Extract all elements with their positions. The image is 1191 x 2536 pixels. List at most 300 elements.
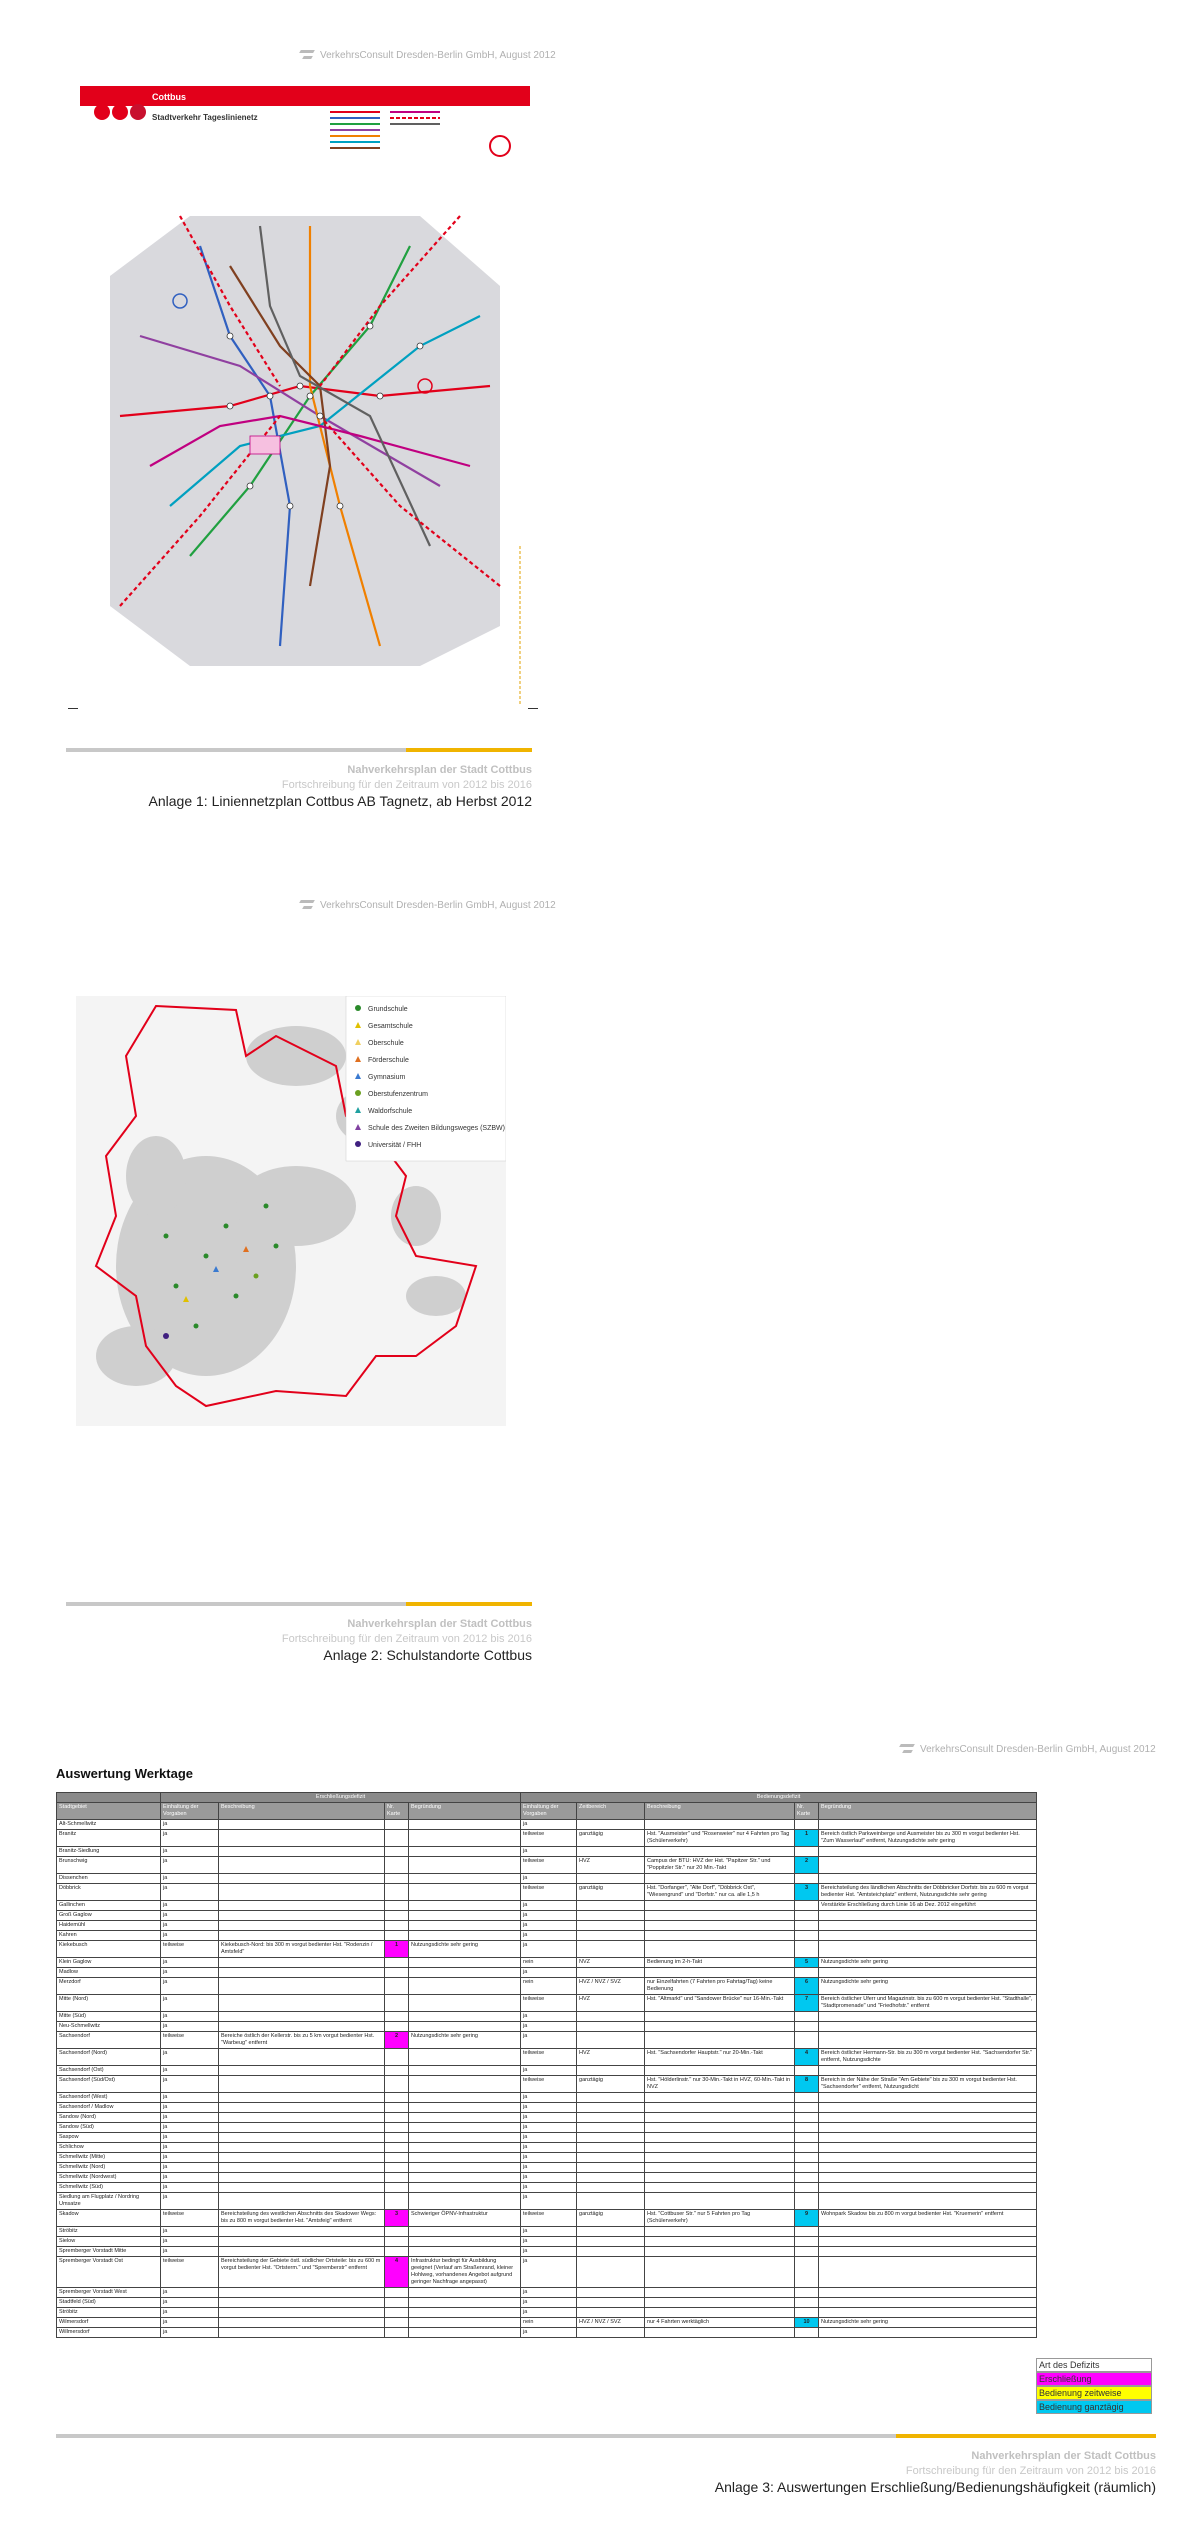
cell-gebiet: Mitte (Süd) — [57, 2012, 161, 2022]
table-row — [57, 2328, 1037, 2338]
page-caption: Anlage 3: Auswertungen Erschließung/Bedienungshäufigkeit (räumlich) — [714, 2479, 1156, 2495]
cell-erschliessung-einhaltung: teilweise — [161, 2032, 219, 2049]
cell-bedienung-einhaltung: teilweise — [521, 2049, 577, 2066]
cell-erschliessung-begruendung — [409, 1931, 521, 1941]
cell-bedienung-nr — [795, 2133, 819, 2143]
cell-erschliessung-beschreibung — [219, 2237, 385, 2247]
legend-marker-icon — [355, 1005, 361, 1011]
cell-erschliessung-beschreibung — [219, 2103, 385, 2113]
col-header-zeitbereich: Zeitbereich — [577, 1803, 645, 1820]
cell-erschliessung-beschreibung — [219, 1901, 385, 1911]
cell-erschliessung-nr — [385, 2022, 409, 2032]
table-row — [57, 1958, 1037, 1968]
cell-bedienung-begruendung — [819, 2183, 1037, 2193]
cell-bedienung-einhaltung: teilweise — [521, 2076, 577, 2093]
cell-bedienung-nr — [795, 2237, 819, 2247]
cell-bedienung-beschreibung — [645, 2133, 795, 2143]
cell-bedienung-begruendung — [819, 1968, 1037, 1978]
cell-erschliessung-nr — [385, 2308, 409, 2318]
cell-bedienung-nr — [795, 2032, 819, 2049]
table-row — [57, 1941, 1037, 1958]
cell-gebiet: Brunschwig — [57, 1857, 161, 1874]
cell-erschliessung-nr — [385, 2288, 409, 2298]
cell-bedienung-beschreibung — [645, 1968, 795, 1978]
cell-gebiet: Spremberger Vorstadt Mitte — [57, 2247, 161, 2257]
cell-bedienung-nr: 5 — [795, 1958, 819, 1968]
cell-erschliessung-nr — [385, 1884, 409, 1901]
cell-bedienung-begruendung — [819, 2193, 1037, 2210]
deficit-legend-item: Erschließung — [1036, 2372, 1152, 2386]
logo-circle-icon — [94, 104, 110, 120]
cell-bedienung-begruendung — [819, 2247, 1037, 2257]
cell-erschliessung-einhaltung: ja — [161, 1901, 219, 1911]
cell-gebiet: Spremberger Vorstadt Ost — [57, 2257, 161, 2288]
cell-erschliessung-begruendung — [409, 1830, 521, 1847]
cell-bedienung-zeitbereich — [577, 2257, 645, 2288]
table-row — [57, 2163, 1037, 2173]
legend-label: Grundschule — [368, 1006, 408, 1013]
cell-erschliessung-einhaltung: ja — [161, 2328, 219, 2338]
cell-bedienung-beschreibung: Hst. "Sachsendorfer Hauptstr." nur 20-Min.-Takt — [645, 2049, 795, 2066]
cell-erschliessung-nr — [385, 1911, 409, 1921]
col-header-beschreibung: Beschreibung — [645, 1803, 795, 1820]
cell-bedienung-einhaltung: ja — [521, 1847, 577, 1857]
cell-erschliessung-beschreibung — [219, 1958, 385, 1968]
cell-erschliessung-beschreibung — [219, 2298, 385, 2308]
cell-bedienung-beschreibung — [645, 2328, 795, 2338]
cell-bedienung-begruendung — [819, 2012, 1037, 2022]
cell-erschliessung-beschreibung — [219, 2153, 385, 2163]
col-header-gebiet: Stadtgebiet — [57, 1803, 161, 1820]
cell-bedienung-zeitbereich — [577, 2288, 645, 2298]
cell-bedienung-zeitbereich — [577, 2247, 645, 2257]
company-logo-icon — [900, 1742, 914, 1756]
cell-erschliessung-nr — [385, 1958, 409, 1968]
cell-erschliessung-nr — [385, 1820, 409, 1830]
cell-bedienung-begruendung: Bereich östlicher Uferr und Magazinstr. bis zu 600 m vorgut bedienter Hst. "Stadthalle", "Stadtpromenade" und "Friedhofstr." entfernt — [819, 1995, 1037, 2012]
cell-gebiet: Ströbitz — [57, 2227, 161, 2237]
cell-bedienung-nr — [795, 2093, 819, 2103]
cell-bedienung-begruendung — [819, 2123, 1037, 2133]
cell-bedienung-begruendung: Wohnpark Skadow bis zu 800 m vorgut bedienter Hst. "Kruemerin" entfernt — [819, 2210, 1037, 2227]
page-header — [300, 48, 556, 62]
cell-bedienung-nr — [795, 2288, 819, 2298]
group-header-empty — [57, 1793, 161, 1803]
cell-erschliessung-begruendung — [409, 2143, 521, 2153]
cell-erschliessung-nr — [385, 2318, 409, 2328]
cell-erschliessung-beschreibung — [219, 2318, 385, 2328]
cell-bedienung-beschreibung — [645, 1874, 795, 1884]
logo-circle-icon — [130, 104, 146, 120]
evaluation-table-body — [57, 1820, 1037, 2338]
cell-bedienung-nr — [795, 2143, 819, 2153]
cell-erschliessung-begruendung — [409, 1958, 521, 1968]
cell-erschliessung-einhaltung: ja — [161, 2247, 219, 2257]
col-header-einhaltung: Einhaltung der Vorgaben — [521, 1803, 577, 1820]
col-header-begruendung: Begründung — [409, 1803, 521, 1820]
cell-bedienung-begruendung — [819, 2328, 1037, 2338]
cell-erschliessung-einhaltung: ja — [161, 1958, 219, 1968]
cell-erschliessung-nr — [385, 2113, 409, 2123]
cell-erschliessung-beschreibung — [219, 2288, 385, 2298]
cell-erschliessung-nr — [385, 1901, 409, 1911]
table-row — [57, 1901, 1037, 1911]
cell-bedienung-zeitbereich: HVZ — [577, 1995, 645, 2012]
cell-bedienung-nr: 7 — [795, 1995, 819, 2012]
cell-gebiet: Ströbitz — [57, 2308, 161, 2318]
cell-bedienung-beschreibung — [645, 2143, 795, 2153]
cell-erschliessung-nr: 3 — [385, 2210, 409, 2227]
cell-erschliessung-nr — [385, 1978, 409, 1995]
cell-erschliessung-nr — [385, 1931, 409, 1941]
cell-erschliessung-beschreibung — [219, 2076, 385, 2093]
cell-bedienung-zeitbereich — [577, 2012, 645, 2022]
cell-erschliessung-nr — [385, 2066, 409, 2076]
cell-bedienung-einhaltung: ja — [521, 2103, 577, 2113]
cell-gebiet: Dissenchen — [57, 1874, 161, 1884]
cell-bedienung-nr — [795, 1968, 819, 1978]
cell-erschliessung-beschreibung — [219, 2247, 385, 2257]
cell-bedienung-einhaltung: nein — [521, 1978, 577, 1995]
cell-gebiet: Sachsendorf (Nord) — [57, 2049, 161, 2066]
cell-gebiet: Sachsendorf / Madlow — [57, 2103, 161, 2113]
table-row — [57, 2022, 1037, 2032]
cell-bedienung-beschreibung — [645, 2012, 795, 2022]
cell-bedienung-zeitbereich — [577, 1874, 645, 1884]
cell-bedienung-zeitbereich — [577, 2308, 645, 2318]
cell-bedienung-begruendung — [819, 1820, 1037, 1830]
cell-erschliessung-einhaltung: ja — [161, 1820, 219, 1830]
cell-erschliessung-beschreibung: Bereichsteilung der Gebiete östl. südlicher Ortsteile: bis zu 600 m vorgut bedienter Hst. "Ortsterm." und "Spremberstr" entfernt — [219, 2257, 385, 2288]
table-row — [57, 2183, 1037, 2193]
cell-bedienung-nr — [795, 2193, 819, 2210]
cell-bedienung-einhaltung: nein — [521, 2318, 577, 2328]
deficit-legend-item: Art des Defizits — [1036, 2358, 1152, 2372]
cell-erschliessung-nr — [385, 2298, 409, 2308]
cell-erschliessung-einhaltung: ja — [161, 1968, 219, 1978]
cell-gebiet: Merzdorf — [57, 1978, 161, 1995]
cell-erschliessung-nr — [385, 1874, 409, 1884]
cell-bedienung-einhaltung: ja — [521, 2153, 577, 2163]
cell-erschliessung-einhaltung: ja — [161, 2103, 219, 2113]
cell-bedienung-nr: 1 — [795, 1830, 819, 1847]
cell-erschliessung-beschreibung: Bereichsteilung des westlichen Abschnitts des Skadower Wegs: bis zu 800 m vorgut bedienter Hst. "Amtsfeig" entfernt — [219, 2210, 385, 2227]
cell-erschliessung-nr — [385, 1968, 409, 1978]
cell-gebiet: Sielow — [57, 2237, 161, 2247]
cell-bedienung-einhaltung: ja — [521, 2012, 577, 2022]
table-row — [57, 2143, 1037, 2153]
cell-gebiet: Schlichow — [57, 2143, 161, 2153]
cell-bedienung-beschreibung — [645, 2237, 795, 2247]
cell-erschliessung-begruendung — [409, 2298, 521, 2308]
cell-erschliessung-beschreibung — [219, 2183, 385, 2193]
cell-erschliessung-nr: 4 — [385, 2257, 409, 2288]
legend-label: Universität / FHH — [368, 1142, 422, 1149]
cell-erschliessung-beschreibung — [219, 2143, 385, 2153]
cell-bedienung-beschreibung — [645, 1911, 795, 1921]
table-row — [57, 2257, 1037, 2288]
cell-erschliessung-nr — [385, 1921, 409, 1931]
cell-erschliessung-einhaltung: ja — [161, 2133, 219, 2143]
cell-bedienung-begruendung — [819, 2298, 1037, 2308]
cell-gebiet: Klein Gaglow — [57, 1958, 161, 1968]
footer-rule — [56, 2434, 1156, 2438]
col-header-einhaltung: Einhaltung der Vorgaben — [161, 1803, 219, 1820]
cell-gebiet: Kiekebusch — [57, 1941, 161, 1958]
cell-bedienung-beschreibung — [645, 2247, 795, 2257]
table-row — [57, 2288, 1037, 2298]
cell-bedienung-beschreibung — [645, 1901, 795, 1911]
table-row — [57, 2298, 1037, 2308]
cell-bedienung-begruendung: Bereich in der Nähe der Straße "Am Gebiete" bis zu 300 m vorgut bedienter Hst. "Sachsendorfer" entfernt, Nutzungsdicht — [819, 2076, 1037, 2093]
cell-bedienung-zeitbereich: ganztägig — [577, 2076, 645, 2093]
cell-bedienung-einhaltung: ja — [521, 1901, 577, 1911]
cell-erschliessung-nr — [385, 1830, 409, 1847]
cell-bedienung-einhaltung: ja — [521, 2032, 577, 2049]
legend-label: Waldorfschule — [368, 1108, 413, 1115]
cell-erschliessung-begruendung — [409, 1978, 521, 1995]
cell-bedienung-beschreibung: Hst. "Ausmeister" und "Rosenweier" nur 4 Fahrten pro Tag (Schülerverkehr) — [645, 1830, 795, 1847]
cell-erschliessung-begruendung — [409, 2308, 521, 2318]
cell-bedienung-einhaltung: ja — [521, 2227, 577, 2237]
footer-rule — [66, 1602, 532, 1606]
table-row — [57, 2247, 1037, 2257]
cell-bedienung-zeitbereich — [577, 2163, 645, 2173]
table-row — [57, 1874, 1037, 1884]
cell-erschliessung-einhaltung: ja — [161, 1995, 219, 2012]
cell-erschliessung-begruendung — [409, 2318, 521, 2328]
cell-gebiet: Alt-Schmellwitz — [57, 1820, 161, 1830]
cell-erschliessung-nr: 1 — [385, 1941, 409, 1958]
cell-bedienung-einhaltung: teilweise — [521, 1830, 577, 1847]
table-row — [57, 1857, 1037, 1874]
table-row — [57, 2308, 1037, 2318]
cell-erschliessung-einhaltung: ja — [161, 2093, 219, 2103]
map-subtitle: Stadtverkehr Tageslinienetz — [152, 113, 258, 122]
cell-bedienung-begruendung — [819, 1911, 1037, 1921]
cell-bedienung-nr — [795, 1911, 819, 1921]
cell-gebiet: Schmellwitz (Mitte) — [57, 2153, 161, 2163]
cell-bedienung-nr: 9 — [795, 2210, 819, 2227]
cell-bedienung-zeitbereich — [577, 2123, 645, 2133]
cell-gebiet: Branitz-Siedlung — [57, 1847, 161, 1857]
deficit-legend-item: Bedienung zeitweise — [1036, 2386, 1152, 2400]
cell-erschliessung-beschreibung — [219, 2012, 385, 2022]
cell-bedienung-nr — [795, 1820, 819, 1830]
cell-gebiet: Willmersdorf — [57, 2328, 161, 2338]
cell-bedienung-beschreibung: Hst. "Altmarkt" und "Sandower Brücke" nur 16-Min.-Takt — [645, 1995, 795, 2012]
cell-erschliessung-beschreibung — [219, 1830, 385, 1847]
cell-erschliessung-nr — [385, 2076, 409, 2093]
cell-erschliessung-beschreibung — [219, 2227, 385, 2237]
cell-bedienung-nr — [795, 2183, 819, 2193]
cell-bedienung-beschreibung: nur 4 Fahrten werktäglich — [645, 2318, 795, 2328]
cell-bedienung-nr — [795, 2103, 819, 2113]
page-header — [900, 1742, 1156, 1756]
cell-bedienung-zeitbereich: ganztägig — [577, 1830, 645, 1847]
cell-gebiet: Branitz — [57, 1830, 161, 1847]
cell-bedienung-einhaltung: ja — [521, 2173, 577, 2183]
cell-bedienung-zeitbereich — [577, 2153, 645, 2163]
cell-erschliessung-begruendung — [409, 2183, 521, 2193]
cell-erschliessung-beschreibung: Bereiche östlich der Kellerstr. bis zu 5 km vorgut bedienter Hst. "Warbeug" entfernt — [219, 2032, 385, 2049]
table-row — [57, 2066, 1037, 2076]
cell-bedienung-zeitbereich: HVZ — [577, 2049, 645, 2066]
cell-bedienung-zeitbereich — [577, 2193, 645, 2210]
cell-erschliessung-beschreibung — [219, 2049, 385, 2066]
cell-bedienung-nr — [795, 1941, 819, 1958]
cell-bedienung-beschreibung — [645, 2032, 795, 2049]
footer-line-2: Fortschreibung für den Zeitraum von 2012 bis 2016 — [281, 779, 532, 791]
cell-bedienung-begruendung — [819, 2143, 1037, 2153]
cell-erschliessung-beschreibung — [219, 2113, 385, 2123]
cell-bedienung-begruendung — [819, 2103, 1037, 2113]
cell-bedienung-begruendung — [819, 2163, 1037, 2173]
cell-erschliessung-einhaltung: ja — [161, 1847, 219, 1857]
cell-erschliessung-einhaltung: teilweise — [161, 1941, 219, 1958]
cell-erschliessung-nr — [385, 2163, 409, 2173]
cell-erschliessung-einhaltung: ja — [161, 1978, 219, 1995]
cell-erschliessung-einhaltung: ja — [161, 2163, 219, 2173]
cell-bedienung-beschreibung: Bedienung im 2-h-Takt — [645, 1958, 795, 1968]
cell-bedienung-einhaltung: ja — [521, 1874, 577, 1884]
cell-erschliessung-begruendung — [409, 1968, 521, 1978]
cell-bedienung-begruendung: Bereich östlicher Hermann-Str. bis zu 300 m vorgut bedienter Hst. "Sachsendorfer Str." entfernt, Nutzungsdichte — [819, 2049, 1037, 2066]
cell-erschliessung-beschreibung — [219, 1968, 385, 1978]
cell-erschliessung-beschreibung — [219, 1874, 385, 1884]
cell-bedienung-einhaltung: ja — [521, 2066, 577, 2076]
cell-erschliessung-begruendung — [409, 1884, 521, 1901]
cell-bedienung-nr — [795, 2308, 819, 2318]
cell-bedienung-zeitbereich — [577, 1931, 645, 1941]
cell-bedienung-nr: 2 — [795, 1857, 819, 1874]
table-row — [57, 1978, 1037, 1995]
cell-bedienung-zeitbereich — [577, 2022, 645, 2032]
cell-erschliessung-nr — [385, 2133, 409, 2143]
cell-bedienung-nr — [795, 2012, 819, 2022]
cell-gebiet: Skadow — [57, 2210, 161, 2227]
cell-erschliessung-nr — [385, 2143, 409, 2153]
cell-gebiet: Schmellwitz (Süd) — [57, 2183, 161, 2193]
table-row — [57, 2237, 1037, 2247]
cell-bedienung-einhaltung: ja — [521, 2257, 577, 2288]
cell-erschliessung-begruendung — [409, 2133, 521, 2143]
cell-erschliessung-beschreibung — [219, 1921, 385, 1931]
cell-bedienung-begruendung: Nutzungsdichte sehr gering — [819, 2318, 1037, 2328]
cell-erschliessung-nr — [385, 2012, 409, 2022]
cell-erschliessung-einhaltung: teilweise — [161, 2210, 219, 2227]
cell-bedienung-nr — [795, 1931, 819, 1941]
cell-erschliessung-begruendung: Infrastruktur bedingt für Ausbildung geeignet (Verlauf am Straßenrand, kleiner Hohlweg, vorhandenes Angebot aufgrund geringer Nachfrage angepasst) — [409, 2257, 521, 2288]
cell-bedienung-zeitbereich — [577, 2133, 645, 2143]
cell-bedienung-beschreibung — [645, 1820, 795, 1830]
cell-gebiet: Gallinchen — [57, 1901, 161, 1911]
cell-bedienung-begruendung — [819, 2093, 1037, 2103]
legend-marker-icon — [355, 1090, 361, 1096]
cell-erschliessung-begruendung — [409, 2076, 521, 2093]
page-header — [300, 898, 556, 912]
table-row — [57, 1931, 1037, 1941]
cell-erschliessung-beschreibung — [219, 1857, 385, 1874]
cell-bedienung-nr — [795, 2123, 819, 2133]
cell-bedienung-einhaltung: ja — [521, 2308, 577, 2318]
cell-gebiet: Mitte (Nord) — [57, 1995, 161, 2012]
cell-bedienung-zeitbereich — [577, 2298, 645, 2308]
cell-erschliessung-nr — [385, 2123, 409, 2133]
cell-erschliessung-begruendung — [409, 2247, 521, 2257]
cell-bedienung-nr — [795, 1874, 819, 1884]
cell-erschliessung-beschreibung — [219, 2066, 385, 2076]
cell-bedienung-nr: 4 — [795, 2049, 819, 2066]
cell-erschliessung-beschreibung — [219, 2093, 385, 2103]
cell-erschliessung-begruendung — [409, 2012, 521, 2022]
cell-erschliessung-nr — [385, 2227, 409, 2237]
cell-gebiet: Sachsendorf — [57, 2032, 161, 2049]
cell-bedienung-einhaltung: ja — [521, 2183, 577, 2193]
cell-bedienung-beschreibung — [645, 2163, 795, 2173]
page-anlage-2 — [0, 880, 1191, 1700]
cell-gebiet: Döbbrick — [57, 1884, 161, 1901]
cell-bedienung-einhaltung: ja — [521, 2288, 577, 2298]
cell-erschliessung-begruendung — [409, 1995, 521, 2012]
cell-erschliessung-begruendung — [409, 2237, 521, 2247]
cell-bedienung-zeitbereich — [577, 2237, 645, 2247]
map-title-bar — [80, 86, 530, 106]
cell-erschliessung-einhaltung: ja — [161, 1921, 219, 1931]
cell-erschliessung-beschreibung — [219, 1847, 385, 1857]
cell-erschliessung-einhaltung: ja — [161, 2318, 219, 2328]
cell-bedienung-einhaltung: ja — [521, 1968, 577, 1978]
legend-label: Förderschule — [368, 1057, 409, 1064]
cell-bedienung-nr — [795, 2113, 819, 2123]
cell-gebiet: Schmellwitz (Nord) — [57, 2163, 161, 2173]
cell-erschliessung-beschreibung — [219, 1931, 385, 1941]
footer-line-2: Fortschreibung für den Zeitraum von 2012 bis 2016 — [905, 2465, 1156, 2477]
cell-bedienung-nr — [795, 2227, 819, 2237]
cell-bedienung-zeitbereich — [577, 2103, 645, 2113]
cell-erschliessung-nr — [385, 1847, 409, 1857]
cell-bedienung-nr — [795, 2153, 819, 2163]
cell-bedienung-einhaltung: ja — [521, 1941, 577, 1958]
cell-erschliessung-einhaltung: ja — [161, 2143, 219, 2153]
cell-erschliessung-einhaltung: ja — [161, 2173, 219, 2183]
cell-bedienung-nr — [795, 2257, 819, 2288]
cell-erschliessung-beschreibung — [219, 1911, 385, 1921]
logo-circle-icon — [112, 104, 128, 120]
cell-gebiet: Haidemühl — [57, 1921, 161, 1931]
cell-erschliessung-beschreibung — [219, 1995, 385, 2012]
cell-bedienung-einhaltung: ja — [521, 2328, 577, 2338]
cell-bedienung-nr: 8 — [795, 2076, 819, 2093]
legend-label: Oberschule — [368, 1040, 404, 1047]
cell-erschliessung-begruendung — [409, 2049, 521, 2066]
cell-gebiet: Siedlung am Flugplatz / Nordring Umsatze — [57, 2193, 161, 2210]
cell-bedienung-begruendung — [819, 2308, 1037, 2318]
evaluation-table — [56, 1792, 1037, 2338]
cell-gebiet: Sachsendorf (West) — [57, 2093, 161, 2103]
table-row — [57, 1830, 1037, 1847]
cell-bedienung-beschreibung — [645, 2066, 795, 2076]
cell-erschliessung-nr — [385, 2193, 409, 2210]
footer-line-1: Nahverkehrsplan der Stadt Cottbus — [347, 764, 532, 776]
cell-gebiet: Neu-Schmellwitz — [57, 2022, 161, 2032]
table-row — [57, 1820, 1037, 1830]
cell-bedienung-einhaltung: teilweise — [521, 1884, 577, 1901]
cell-bedienung-begruendung — [819, 2032, 1037, 2049]
cell-erschliessung-begruendung — [409, 1847, 521, 1857]
company-logo-icon — [300, 48, 314, 62]
cell-erschliessung-einhaltung: ja — [161, 2298, 219, 2308]
